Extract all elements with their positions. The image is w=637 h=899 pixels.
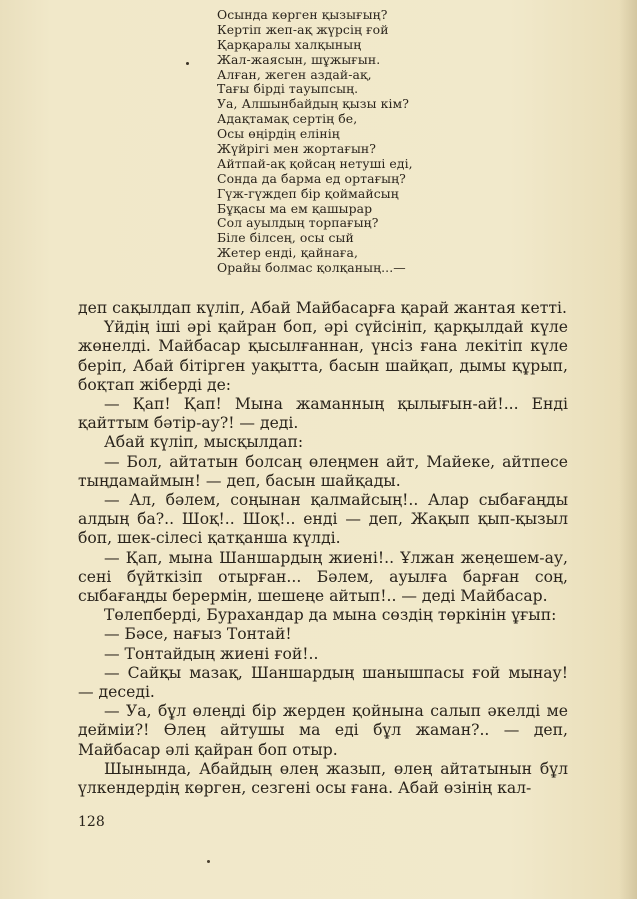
- page-edge-shadow: [619, 0, 637, 899]
- poem-line: Уа, Алшынбайдың қызы кім?: [217, 96, 410, 112]
- poem-line: Сонда да барма ед ортағың?: [217, 170, 406, 186]
- poem-line: Бұқасы ма ем қашырар: [217, 200, 373, 216]
- paragraph: — Тонтайдың жиені ғой!..: [104, 644, 319, 663]
- bottom-dot: [207, 860, 210, 863]
- page-number: 128: [78, 814, 105, 830]
- paragraph: — Бол, айтатын болсаң өлеңмен айт, Майеке, айтпесе тыңдамаймын! — деп, басын шайқады.: [78, 452, 568, 490]
- poem-line: Қарқаралы халқының: [217, 36, 362, 52]
- paragraph: деп сақылдап күліп, Абай Майбасарға қарай жантая кетті.: [78, 299, 567, 317]
- poem-line: Жетер енді, қайнаға,: [217, 245, 358, 261]
- paragraph: — Бәсе, нағыз Тонтай!: [104, 625, 292, 644]
- paragraph: — Ал, бәлем, соңынан қалмайсың!.. Алар сыбағаңды алдың ба?.. Шоқ!.. Шоқ!.. енді — деп, Жақып қып-қызыл боп, шек-сілесі қатқанша күлді.: [78, 491, 568, 548]
- poem-line: Тағы бірді тауыпсың.: [217, 81, 359, 97]
- poem-line: Сол ауылдың торпағың?: [217, 215, 379, 231]
- poem-line: Біле білсең, осы сый: [217, 230, 354, 246]
- poem-line: Адақтамақ сертің бе,: [217, 111, 358, 127]
- poem-line: Орайы болмас қолқаның...—: [217, 260, 406, 276]
- poem-line: Осы өңірдің елінің: [217, 126, 340, 142]
- poem-line: Гүж-гүждеп бір қоймайсың: [217, 185, 399, 201]
- poem-block: [217, 8, 413, 276]
- paragraph: Шынында, Абайдың өлең жазып, өлең айтатынын бұл үлкендердің көрген, сезгені осы ғана. Абай өзінің кал-: [78, 759, 568, 798]
- paragraph: — Уа, бұл өлеңді бір жерден қойнына салып әкелді ме дейміи?! Өлең айтушы ма еді бұл жаман?.. — деп, Майбасар әлі қайран боп отыр.: [78, 702, 568, 759]
- poem-line: Жал-жаясын, шұжығын.: [217, 51, 381, 67]
- paragraph: Төлепберді, Бурахандар да мына сөздің төркінін ұғып:: [104, 606, 557, 625]
- poem-line: Алған, жеген аздай-ақ,: [217, 66, 372, 82]
- margin-dot: [186, 62, 189, 65]
- poem-line: Жүйрігі мен жортағын?: [217, 141, 377, 157]
- poem-line: Кертіп жеп-ақ жүрсің ғой: [217, 21, 389, 37]
- paragraph: — Қап, мына Шаншардың жиені!.. Ұлжан жеңешем-ау, сені бүйткізіп отырған... Бәлем, ауылға барған соң, сыбағаңды берермін, шешеңе айтып!.. — деді Майбасар.: [78, 548, 568, 606]
- poem-line: Айтпай-ақ қойсаң нетуші еді,: [217, 155, 413, 171]
- paragraph: — Қап! Қап! Мына жаманның қылығын-ай!... Енді қайттым бәтір-ау?! — деді.: [78, 395, 568, 433]
- paragraph: Үйдің іші әрі қайран боп, әрі сүйсініп, қарқылдай күле жөнелді. Майбасар қысылғаннан, үнсіз ғана лекітіп күле беріп, Абай бітірген уақытта, басын шайқап, дымы құрып, боқтап жіберді де:: [78, 318, 568, 394]
- paragraph: Абай күліп, мысқылдап:: [104, 433, 304, 452]
- prose-block: [78, 299, 568, 798]
- paragraph: — Сайқы мазақ, Шаншардың шанышпасы ғой мынау! — деседі.: [78, 663, 568, 702]
- poem-line: Осында көрген қызығың?: [217, 7, 388, 22]
